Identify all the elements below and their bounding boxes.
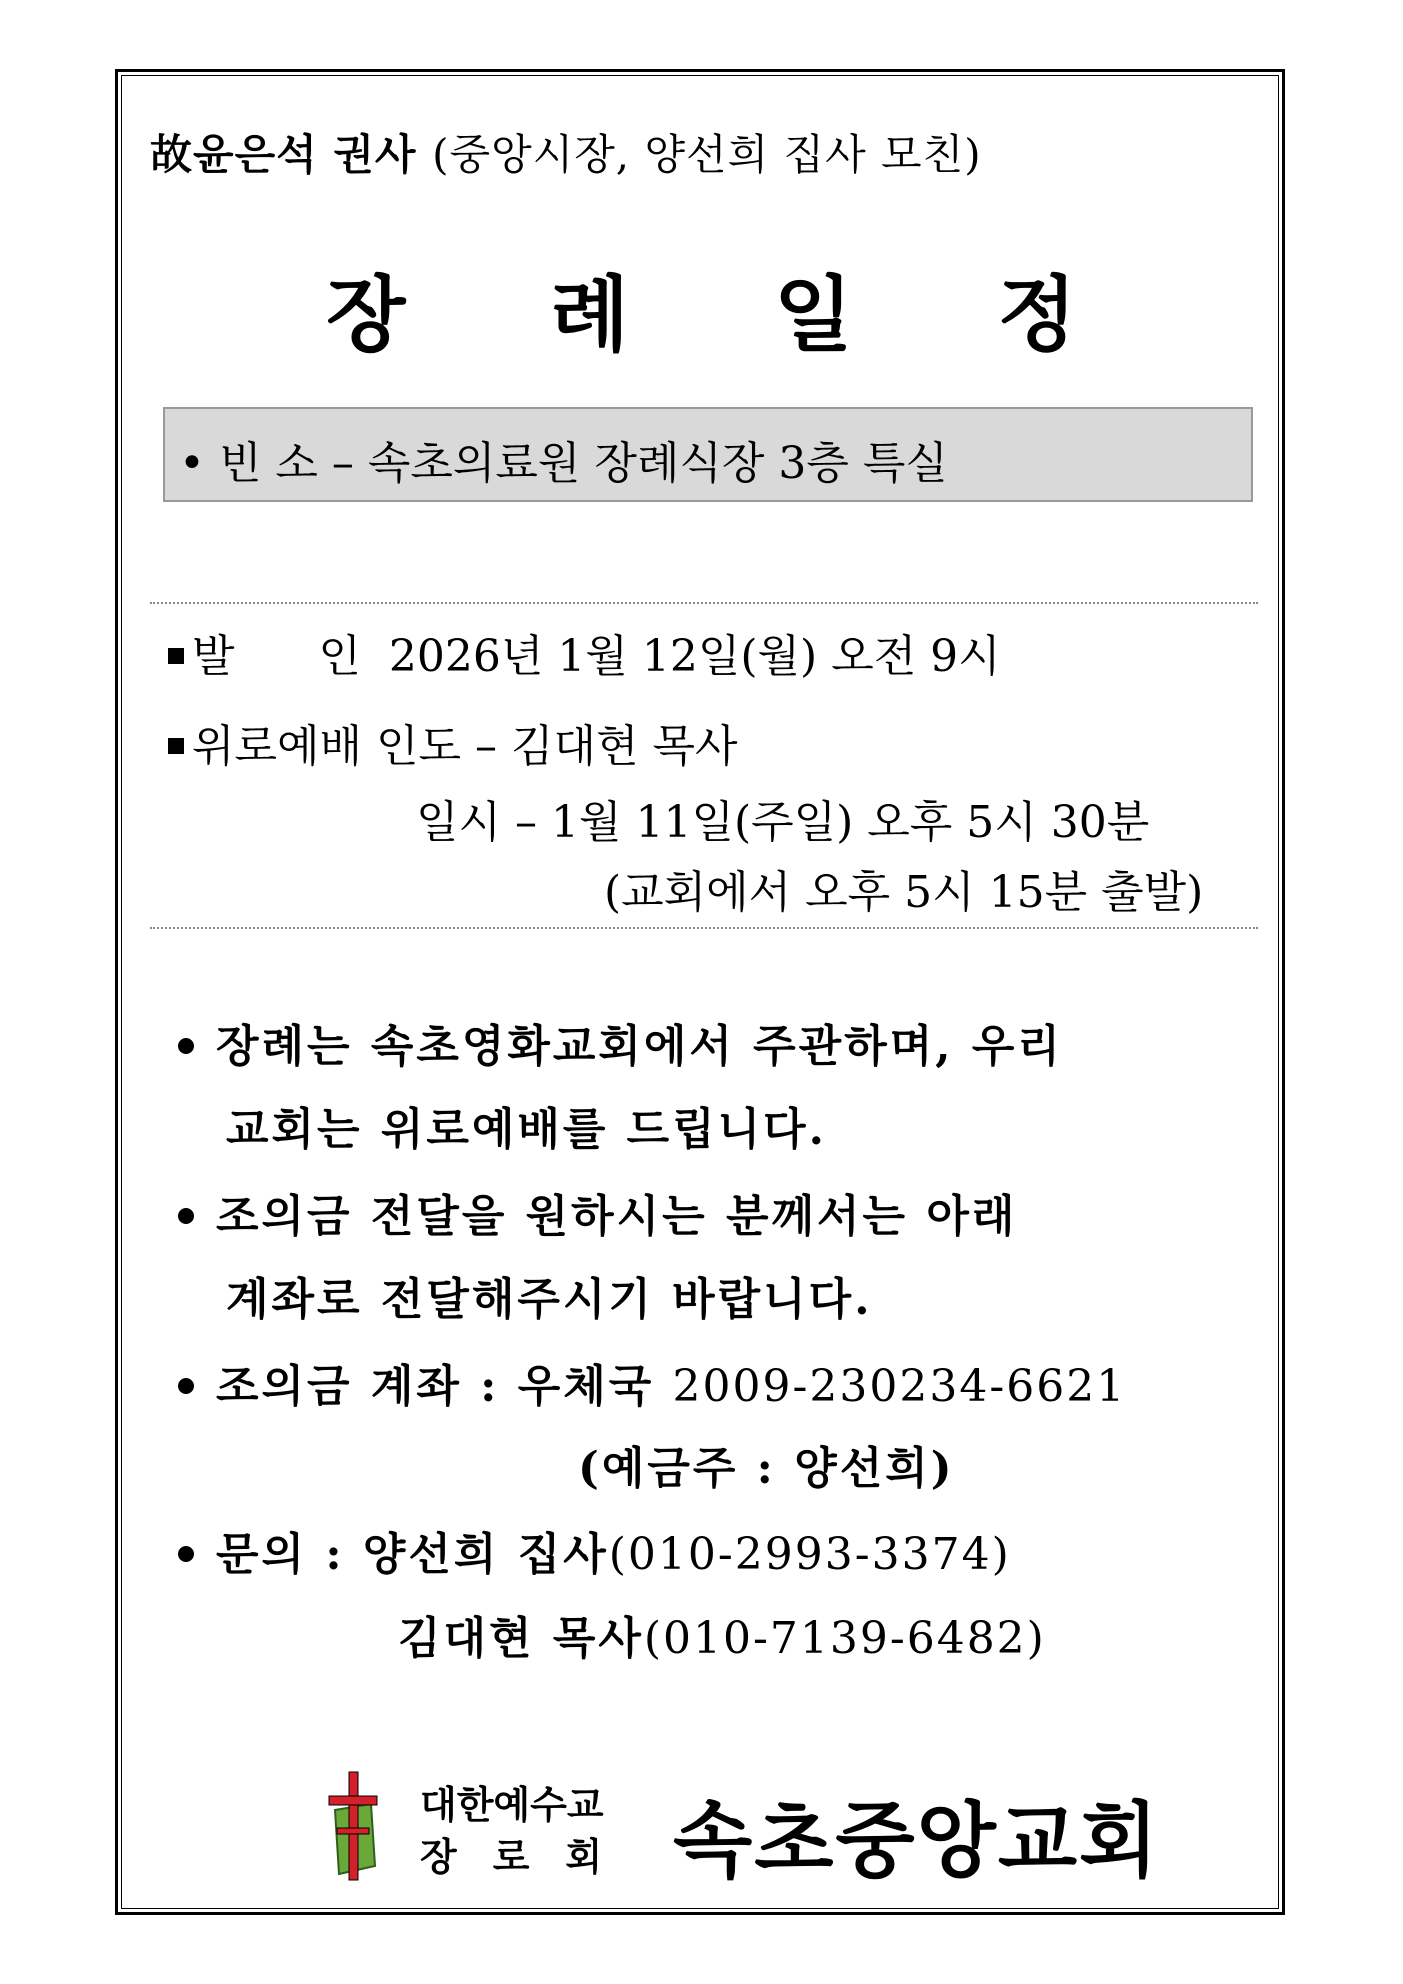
note-3-line1: 조의금 계좌 : 우체국 2009-230234-6621 (178, 1350, 1126, 1414)
cross-flag-icon (325, 1770, 381, 1882)
deceased-relation: (중앙시장, 양선희 집사 모친) (432, 130, 982, 179)
denomination-line1: 대한예수교 (420, 1782, 604, 1827)
binso-box (163, 407, 1253, 502)
service-time: 일시 – 1월 11일(주일) 오후 5시 30분 (416, 797, 1150, 848)
balin-label: 발 인 (192, 631, 361, 682)
deceased-name: 故윤은석 권사 (150, 130, 417, 179)
square-bullet-icon (168, 648, 184, 664)
binso-text: • 빈 소 – 속초의료원 장례식장 3층 특실 (179, 438, 948, 489)
phone-2: (010-7139-6482) (643, 1613, 1046, 1664)
service-label: 위로예배 인도 – 김대현 목사 (192, 721, 738, 772)
bullet-icon (178, 1038, 194, 1054)
note-1-line2: 교회는 위로예배를 드립니다. (226, 1104, 828, 1155)
note-2-line1: 조의금 전달을 원하시는 분께서는 아래 (178, 1180, 1017, 1244)
divider-bottom (150, 927, 1258, 929)
note-1-line1: 장례는 속초영화교회에서 주관하며, 우리 (178, 1010, 1063, 1074)
square-bullet-icon (168, 738, 184, 754)
phone-1: (010-2993-3374) (608, 1529, 1011, 1580)
service-row (168, 710, 738, 774)
page-title: 장 례 일 정 (326, 267, 1135, 363)
note-3-line2: (예금주 : 양선희) (578, 1443, 955, 1494)
service-depart: (교회에서 오후 5시 15분 출발) (604, 867, 1204, 918)
balin-row (168, 620, 1001, 684)
balin-value: 2026년 1월 12일(월) 오전 9시 (388, 631, 1001, 682)
bullet-icon (178, 1546, 194, 1562)
deceased-header (150, 122, 982, 182)
note-2-line2: 계좌로 전달해주시기 바랍니다. (226, 1274, 873, 1325)
divider-top (150, 602, 1258, 604)
account-number: 2009-230234-6621 (672, 1361, 1127, 1412)
church-name: 속초중앙교회 (673, 1793, 1161, 1889)
bullet-icon (178, 1208, 194, 1224)
note-4-line1: 문의 : 양선희 집사(010-2993-3374) (178, 1518, 1011, 1582)
bullet-icon (178, 1378, 194, 1394)
denomination-line2: 장로회 (420, 1834, 639, 1879)
note-4-line2: 김대현 목사(010-7139-6482) (398, 1613, 1046, 1664)
